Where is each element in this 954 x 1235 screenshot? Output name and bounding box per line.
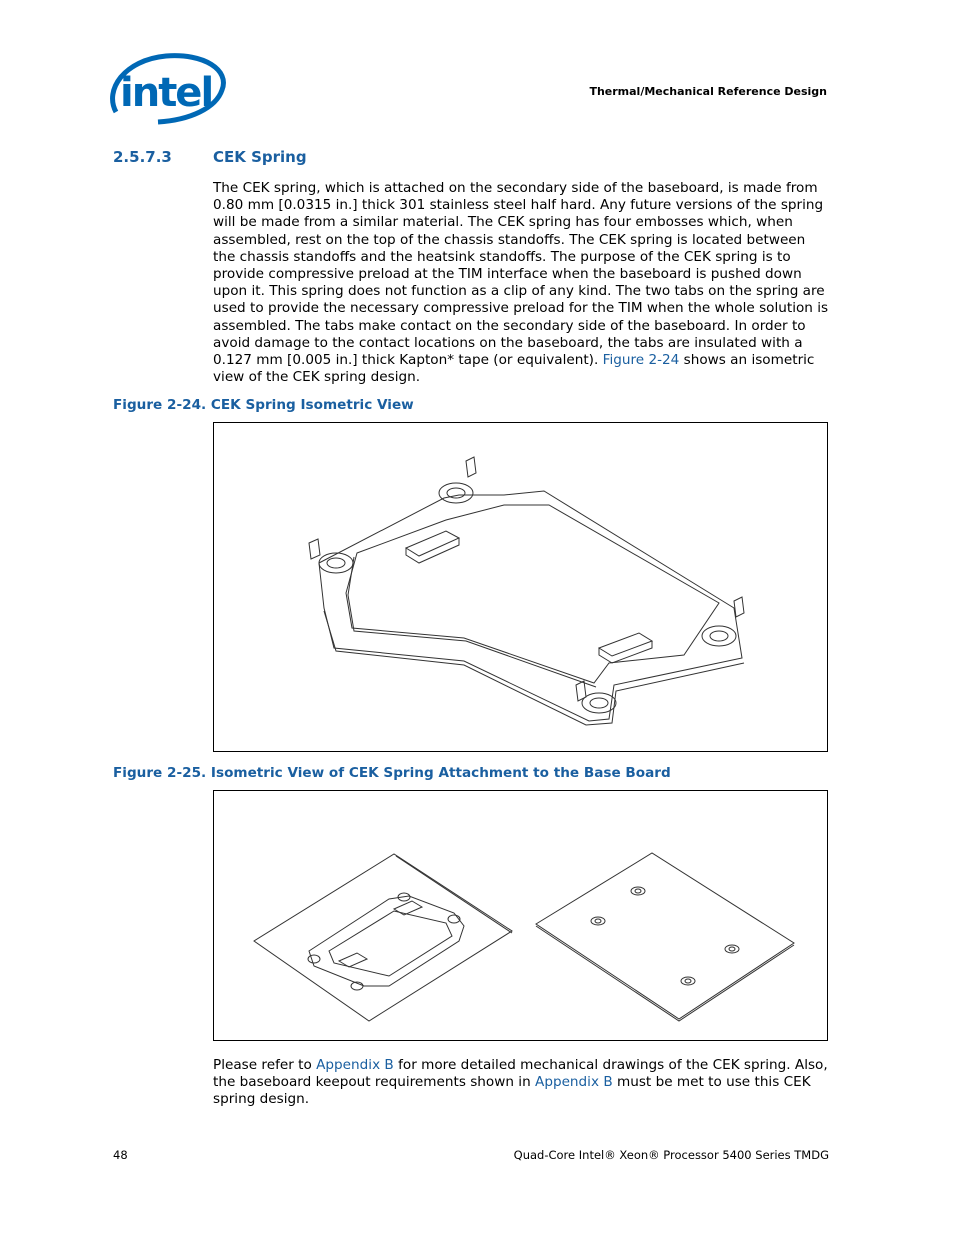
paragraph-text-3: must be met to use this CEK spring design.	[213, 1074, 811, 1108]
figure-2-24-frame	[213, 422, 828, 752]
page-number: 48	[113, 1148, 128, 1162]
section-title: CEK Spring	[213, 148, 307, 166]
intel-logo	[106, 50, 228, 130]
appendix-b-link-2[interactable]: Appendix B	[535, 1074, 613, 1091]
appendix-b-link-1[interactable]: Appendix B	[316, 1057, 394, 1073]
cek-spring-attachment-drawing	[214, 791, 829, 1042]
figure-2-24-link[interactable]: Figure 2-24	[602, 352, 680, 369]
section-heading	[113, 148, 307, 166]
paragraph-tail: shows an isometric view of the CEK spring design.	[213, 352, 815, 386]
header-title: Thermal/Mechanical Reference Design	[589, 85, 827, 98]
paragraph-text-1: Please refer to	[213, 1057, 317, 1073]
svg-text:intel: intel	[120, 70, 213, 116]
section-number: 2.5.7.3	[113, 148, 172, 166]
paragraph-text: The CEK spring, which is attached on the secondary side of the baseboard, is made from 0.80 mm [0.0315 in.] thick 301 stainless steel half hard. Any future versions of the spring will be made from a similar material. The CEK spring has four embosses which, when assembled, rest on the top of the chassis standoffs. The CEK spring is located between the chassis standoffs and the heatsink standoffs. The purpose of the CEK spring is to provide compressive preload at the TIM interface when the baseboard is pushed down upon it. This spring does not function as a clip of any kind. The two tabs on the spring are used to provide the necessary compressive preload for the TIM when the whole solution is assembled. The tabs make contact on the secondary side of the baseboard. In order to avoid damage to the contact locations on the baseboard, the tabs are insulated with a 0.127 mm [0.005 in.] thick Kapton* tape (or equivalent).	[213, 180, 829, 369]
body-paragraph-2	[213, 1057, 829, 1109]
body-paragraph-1	[213, 180, 829, 386]
figure-2-25-caption: Figure 2-25. Isometric View of CEK Spring Attachment to the Base Board	[113, 765, 671, 781]
figure-2-24-caption: Figure 2-24. CEK Spring Isometric View	[113, 397, 414, 413]
footer-document-title: Quad-Core Intel® Xeon® Processor 5400 Series TMDG	[513, 1148, 829, 1162]
paragraph-text-2: for more detailed mechanical drawings of the CEK spring. Also, the baseboard keepout requirements shown in	[213, 1057, 828, 1091]
figure-2-25-frame	[213, 790, 828, 1041]
cek-spring-isometric-drawing	[214, 423, 829, 753]
